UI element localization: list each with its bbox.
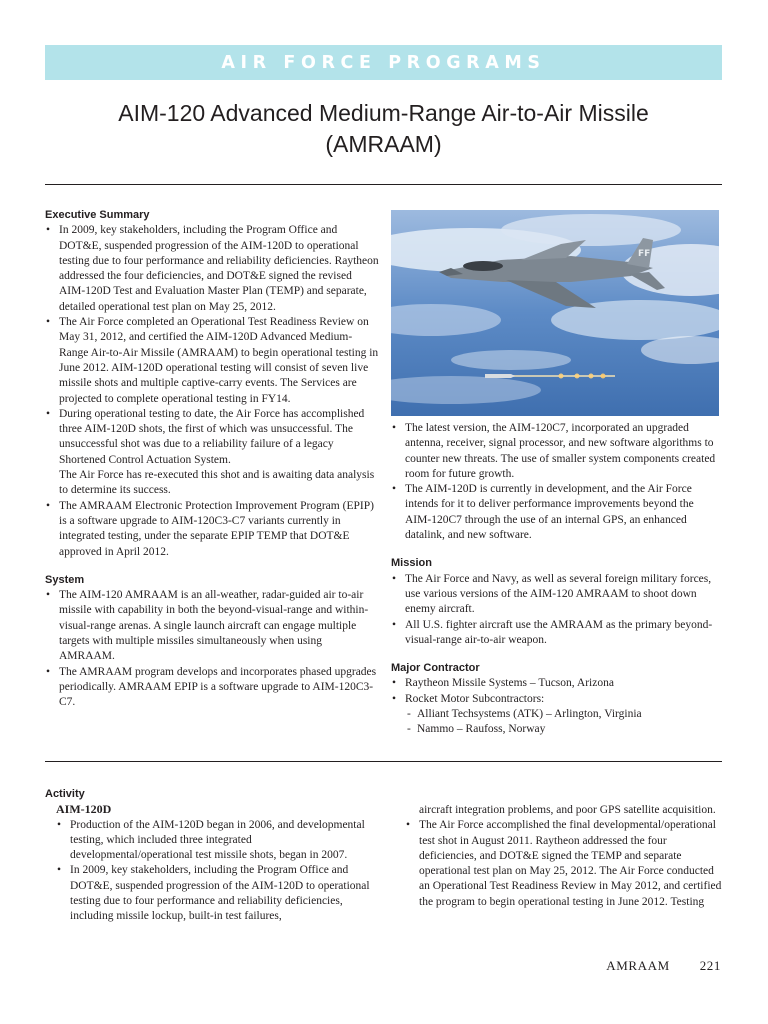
activity-list [56,818,371,925]
list-item: • The Air Force accomplished the final developmental/operational test shot in August 2011. Raytheon addressed the four deficiencies, and DOT&E signed the TEMP and separate operational test plan on May 25, 2012. The Air Force conducted an Operational Test Readiness Review in May 2012, and certified the program to begin operational testing in June 2012. Testing [405,818,722,910]
exec-summary-heading: Executive Summary [45,209,150,221]
list-item: • The Air Force and Navy, as well as several foreign military forces, use various versions of the AIM-120 AMRAAM to shoot down enemy aircraft. [391,572,722,618]
list-item: - Nammo – Raufoss, Norway [391,722,722,737]
list-item [391,692,722,707]
list-item: • The AMRAAM Electronic Protection Improvement Program (EPIP) is a software upgrade to AIM-120C3-C7 variants currently in integrated testing, under the separate EPIP TEMP that DOT&E approved in April 2012. [45,499,379,560]
title-line-2: (AMRAAM) [325,131,442,157]
list-item: • All U.S. fighter aircraft use the AMRAAM as the primary beyond-visual-range air-to-air weapon. [391,618,722,649]
fighter-jet-image [391,210,719,416]
system-heading: System [45,573,85,586]
page-footer [606,958,721,974]
aircraft-photo [391,210,719,416]
list-item: • The AMRAAM program develops and incorporates phased upgrades periodically. AMRAAM EPIP is a software upgrade to AIM-120C3-C7. [45,665,379,711]
list-item: • In 2009, key stakeholders, including the Program Office and DOT&E, suspended progression of the AIM-120D to operational testing due to four performance and reliability deficiencies, including missile lockup, built-in test failures, [56,863,371,924]
top-divider [45,184,722,185]
left-column [45,208,379,711]
right-column [391,421,722,738]
list-item: • Raytheon Missile Systems – Tucson, Arizona [391,676,722,691]
contractor-list [391,676,722,707]
list-item: - Alliant Techsystems (ATK) – Arlington, Virginia [391,707,722,722]
section-banner: AIR FORCE PROGRAMS [45,45,722,80]
title-line-1: AIM-120 Advanced Medium-Range Air-to-Air Missile [118,100,649,126]
activity-left-column [45,787,371,925]
list-item: • The latest version, the AIM-120C7, incorporated an upgraded antenna, receiver, signal processor, and new software algorithms to counter new threats. The use of smaller system components created room for future growth. [391,421,722,482]
section-divider [45,761,722,762]
list-item-text: Rocket Motor Subcontractors: [405,692,545,705]
list-item-continuation: The Air Force has re-executed this shot and is awaiting data analysis to determine its success. [59,469,375,497]
subcontractor-list [391,707,722,738]
system-list [45,588,379,710]
activity-heading: Activity [45,788,85,800]
mission-list [391,572,722,648]
activity-list-continued [405,818,722,910]
list-item-text: During operational testing to date, the Air Force has accomplished three AIM-120D shots, the first of which was unsuccessful. The unsuccessful shot was due to a reliability failure of a legacy Shortened Control Actuation System. [59,407,365,466]
exec-summary-list [45,223,379,560]
contractor-heading: Major Contractor [391,662,480,675]
page-number: 221 [699,958,721,973]
list-item: • The AIM-120D is currently in development, and the Air Force intends for it to deliver performance improvements beyond the AIM-120C7 through the use of an internal GPS, an enhanced datalink, and new software. [391,482,722,543]
tail-code: FF [638,249,651,259]
activity-continuation: aircraft integration problems, and poor GPS satellite acquisition. [419,804,716,816]
list-item: • The Air Force completed an Operational Test Readiness Review on May 31, 2012, and certified the AIM-120D Advanced Medium-Range Air-to-Air Missile (AMRAAM) to begin operational testing in June 2012. AIM-120D operational testing will consist of seven live missile shots and multiple captive-carry events. The Services are projected to complete operational testing in FY14. [45,315,379,407]
activity-subheading: AIM-120D [56,802,112,817]
footer-label: AMRAAM [606,958,670,973]
activity-right-column [405,803,722,910]
list-item: • The AIM-120 AMRAAM is an all-weather, radar-guided air to-air missile with capability in both the beyond-visual-range and within-visual-range arenas. A single launch aircraft can engage multiple targets with multiple missiles simultaneously when using AMRAAM. [45,588,379,664]
mission-heading: Mission [391,557,432,570]
system-list-continued [391,421,722,543]
list-item [45,407,379,499]
document-title [45,98,722,160]
list-item: • Production of the AIM-120D began in 2006, and developmental testing, which included three integrated developmental/operational test missile shots, began in 2007. [56,818,371,864]
list-item: • In 2009, key stakeholders, including the Program Office and DOT&E, suspended progression of the AIM-120D to operational testing due to four performance and reliability deficiencies. Raytheon addressed the four deficiencies, and DOT&E signed the revised AIM-120D Test and Evaluation Master Plan (TEMP) and separate, detailed operational test plan on May 25, 2012. [45,223,379,315]
